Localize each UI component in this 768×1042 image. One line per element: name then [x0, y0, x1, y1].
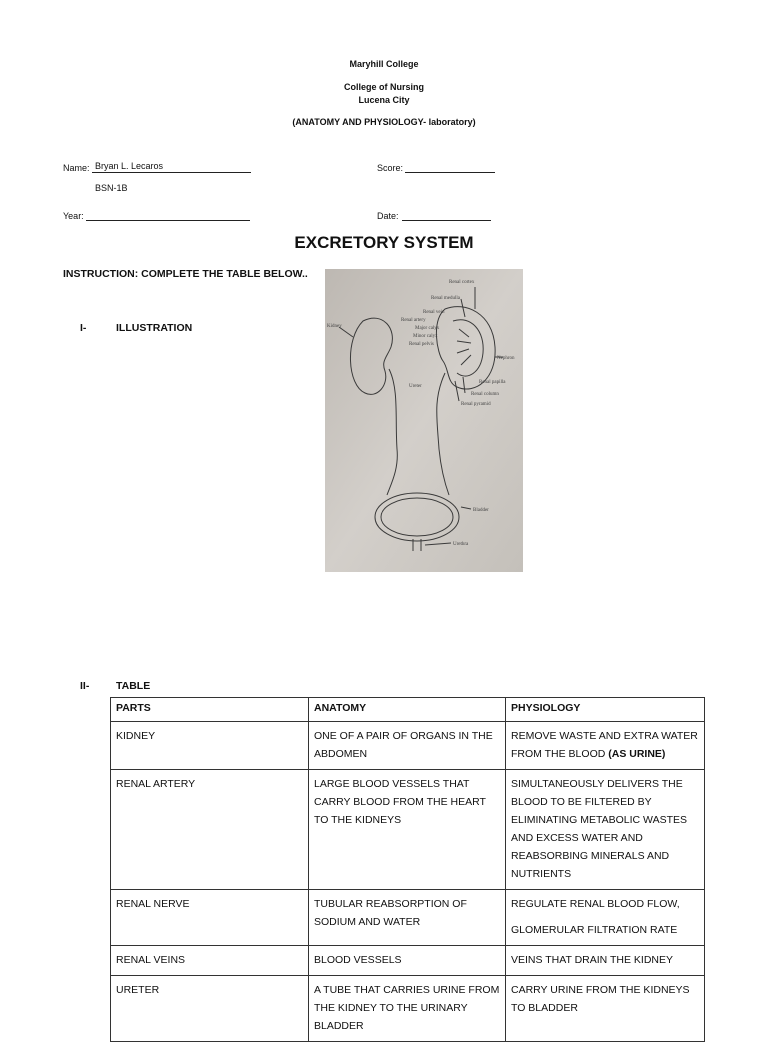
institution-name: Maryhill College [349, 59, 419, 69]
label-renal-column: Renal column [471, 392, 499, 397]
section-value: BSN-1B [95, 183, 128, 193]
label-renal-vein: Renal vein [423, 310, 445, 315]
name-value: Bryan L. Lecaros [95, 161, 164, 171]
label-kidney: Kidney [327, 324, 342, 329]
label-ureter: Ureter [409, 384, 422, 389]
table-header-row [111, 698, 705, 722]
part-cell: RENAL ARTERY [111, 770, 309, 890]
anatomy-cell: LARGE BLOOD VESSELS THAT CARRY BLOOD FROM THE HEART TO THE KIDNEYS [309, 770, 506, 890]
header-parts: PARTS [111, 698, 309, 722]
illustration-photo [325, 269, 523, 572]
header-anatomy: ANATOMY [309, 698, 506, 722]
year-line [86, 210, 250, 221]
score-line [405, 162, 495, 173]
instruction-text: INSTRUCTION: COMPLETE THE TABLE BELOW.. [63, 268, 308, 280]
label-renal-papilla: Renal papilla [479, 380, 506, 385]
section-two-label: TABLE [116, 680, 151, 692]
table-row [111, 770, 705, 890]
anatomy-cell: A TUBE THAT CARRIES URINE FROM THE KIDNEY TO THE URINARY BLADDER [309, 976, 506, 1042]
part-cell: RENAL VEINS [111, 946, 309, 976]
section-one-label: ILLUSTRATION [116, 322, 193, 334]
section-one-number: I- [80, 322, 87, 334]
label-major-calyx: Major calyx [415, 326, 440, 331]
label-renal-cortex: Renal cortex [449, 280, 475, 285]
course-name: (ANATOMY AND PHYSIOLOGY- laboratory) [292, 117, 476, 127]
label-renal-pelvis: Renal pelvis [409, 342, 434, 347]
physiology-cell: VEINS THAT DRAIN THE KIDNEY [506, 946, 705, 976]
college-name: College of Nursing [343, 82, 424, 92]
anatomy-cell: TUBULAR REABSORPTION OF SODIUM AND WATER [309, 890, 506, 946]
table-row [111, 890, 705, 946]
anatomy-cell: ONE OF A PAIR OF ORGANS IN THE ABDOMEN [309, 722, 506, 770]
section-two-number: II- [80, 680, 90, 692]
excretory-table [110, 697, 705, 1042]
score-label: Score: [377, 163, 404, 173]
part-cell: KIDNEY [111, 722, 309, 770]
physiology-cell [506, 722, 705, 770]
physiology-cell: CARRY URINE FROM THE KIDNEYS TO BLADDER [506, 976, 705, 1042]
document-title: EXCRETORY SYSTEM [294, 233, 474, 252]
label-renal-artery: Renal artery [401, 318, 426, 323]
name-label: Name: [63, 163, 90, 173]
label-renal-medulla: Renal medulla [431, 296, 461, 301]
city-name: Lucena City [358, 95, 410, 105]
table-row [111, 722, 705, 770]
table-row [111, 976, 705, 1042]
part-cell: RENAL NERVE [111, 890, 309, 946]
urinary-system-drawing [325, 269, 523, 572]
physiology-cell [506, 890, 705, 946]
physiology-extra-text: GLOMERULAR FILTRATION RATE [511, 924, 678, 936]
part-cell: URETER [111, 976, 309, 1042]
label-minor-calyx: Minor calyx [413, 334, 438, 339]
physiology-cell: SIMULTANEOUSLY DELIVERS THE BLOOD TO BE FILTERED BY ELIMINATING METABOLIC WASTES AND EXCESS WATER AND REABSORBING MINERALS AND NUTRIENTS [506, 770, 705, 890]
label-bladder: Bladder [473, 508, 489, 513]
physiology-text: REMOVE WASTE AND EXTRA WATER FROM THE BLOOD [511, 730, 698, 760]
physiology-bold-text: (AS URINE) [608, 748, 666, 760]
label-renal-pyramid: Renal pyramid [461, 402, 491, 407]
date-label: Date: [377, 211, 399, 221]
physiology-text: REGULATE RENAL BLOOD FLOW, [511, 898, 680, 910]
year-label: Year: [63, 211, 84, 221]
date-line [402, 210, 491, 221]
label-urethra: Urethra [453, 542, 469, 547]
table-row [111, 946, 705, 976]
label-nephron: Nephron [497, 356, 515, 361]
header-physiology: PHYSIOLOGY [506, 698, 705, 722]
anatomy-cell: BLOOD VESSELS [309, 946, 506, 976]
